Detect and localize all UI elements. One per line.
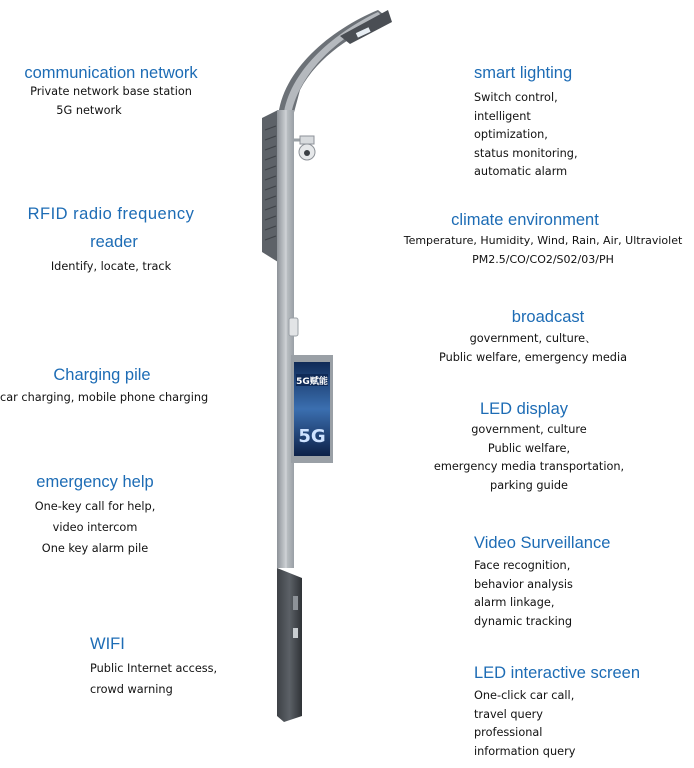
video-line-3: alarm linkage, — [474, 596, 555, 609]
smart-lighting-block — [474, 63, 578, 182]
camera-device — [294, 136, 315, 160]
rfid-title-line-2: reader — [90, 233, 138, 251]
video-line-1: Face recognition, — [474, 559, 571, 572]
interactive-line-4: information query — [474, 744, 576, 758]
climate-line-1: Temperature, Humidity, Wind, Rain, Air, Ultraviolet — [403, 234, 683, 247]
wifi-block — [90, 634, 217, 700]
lighting-line-4: status monitoring, — [474, 146, 578, 160]
video-line-2: behavior analysis — [474, 577, 573, 591]
communication-network-title: communication network — [24, 64, 198, 82]
smart-lighting-title: smart lighting — [474, 64, 573, 82]
led-display-title: LED display — [479, 400, 569, 418]
lighting-line-3: optimization, — [474, 128, 548, 141]
interactive-line-2: travel query — [474, 707, 543, 721]
cabinet-button-2 — [293, 628, 298, 638]
led-line-3: emergency media transportation, — [433, 460, 625, 473]
broadcast-line-1: government, culture、 — [469, 332, 597, 345]
interactive-line-3: professional — [474, 726, 543, 739]
led-line-1: government, culture — [471, 423, 587, 436]
video-line-4: dynamic tracking — [474, 614, 573, 628]
screen-badge: 5G赋能 — [296, 377, 328, 387]
communication-network-block — [0, 63, 222, 120]
charging-pile-block — [0, 365, 209, 408]
rfid-title-line-1: RFID radio frequency — [27, 205, 195, 223]
charging-pile-title: Charging pile — [53, 366, 151, 384]
emergency-help-title: emergency help — [36, 473, 154, 491]
video-surveillance-title: Video Surveillance — [474, 534, 611, 552]
communication-line-2: 5G network — [56, 103, 122, 117]
interactive-line-1: One-click car call, — [474, 689, 575, 702]
led-screen-device — [291, 355, 333, 463]
emergency-line-2: video intercom — [52, 521, 138, 534]
wifi-title: WIFI — [90, 635, 125, 653]
wifi-line-1: Public Internet access, — [90, 662, 218, 675]
video-surveillance-block — [474, 533, 610, 631]
communication-line-1: Private network base station — [30, 85, 192, 98]
broadcast-line-2: Public welfare, emergency media — [438, 350, 628, 364]
wifi-line-2: crowd warning — [90, 683, 173, 696]
cabinet-button-1 — [293, 596, 298, 610]
lighting-line-2: intelligent — [474, 109, 531, 123]
base-cabinet — [277, 568, 302, 722]
climate-line-2: PM2.5/CO/CO2/S02/03/PH — [472, 252, 614, 266]
led-line-4: parking guide — [490, 478, 568, 492]
rfid-block — [0, 200, 222, 277]
lighting-line-5: automatic alarm — [474, 165, 568, 178]
climate-environment-block — [398, 210, 688, 269]
rfid-line-1: Identify, locate, track — [50, 260, 172, 273]
emergency-help-block — [0, 472, 190, 559]
broadcast-title: broadcast — [511, 308, 585, 326]
led-line-2: Public welfare, — [487, 441, 571, 455]
emergency-line-1: One-key call for help, — [34, 500, 156, 513]
charging-line-1: car charging, mobile phone charging — [0, 391, 209, 404]
climate-environment-title: climate environment — [451, 211, 599, 229]
screen-big-text: 5G — [298, 426, 326, 447]
emergency-line-3: One key alarm pile — [41, 542, 149, 555]
lighting-line-1: Switch control, — [474, 91, 558, 104]
led-display-block — [424, 399, 634, 495]
broadcast-block — [398, 307, 668, 367]
led-interactive-screen-block — [474, 663, 640, 761]
led-interactive-screen-title: LED interactive screen — [474, 664, 640, 682]
pole-junction-box — [289, 318, 298, 336]
